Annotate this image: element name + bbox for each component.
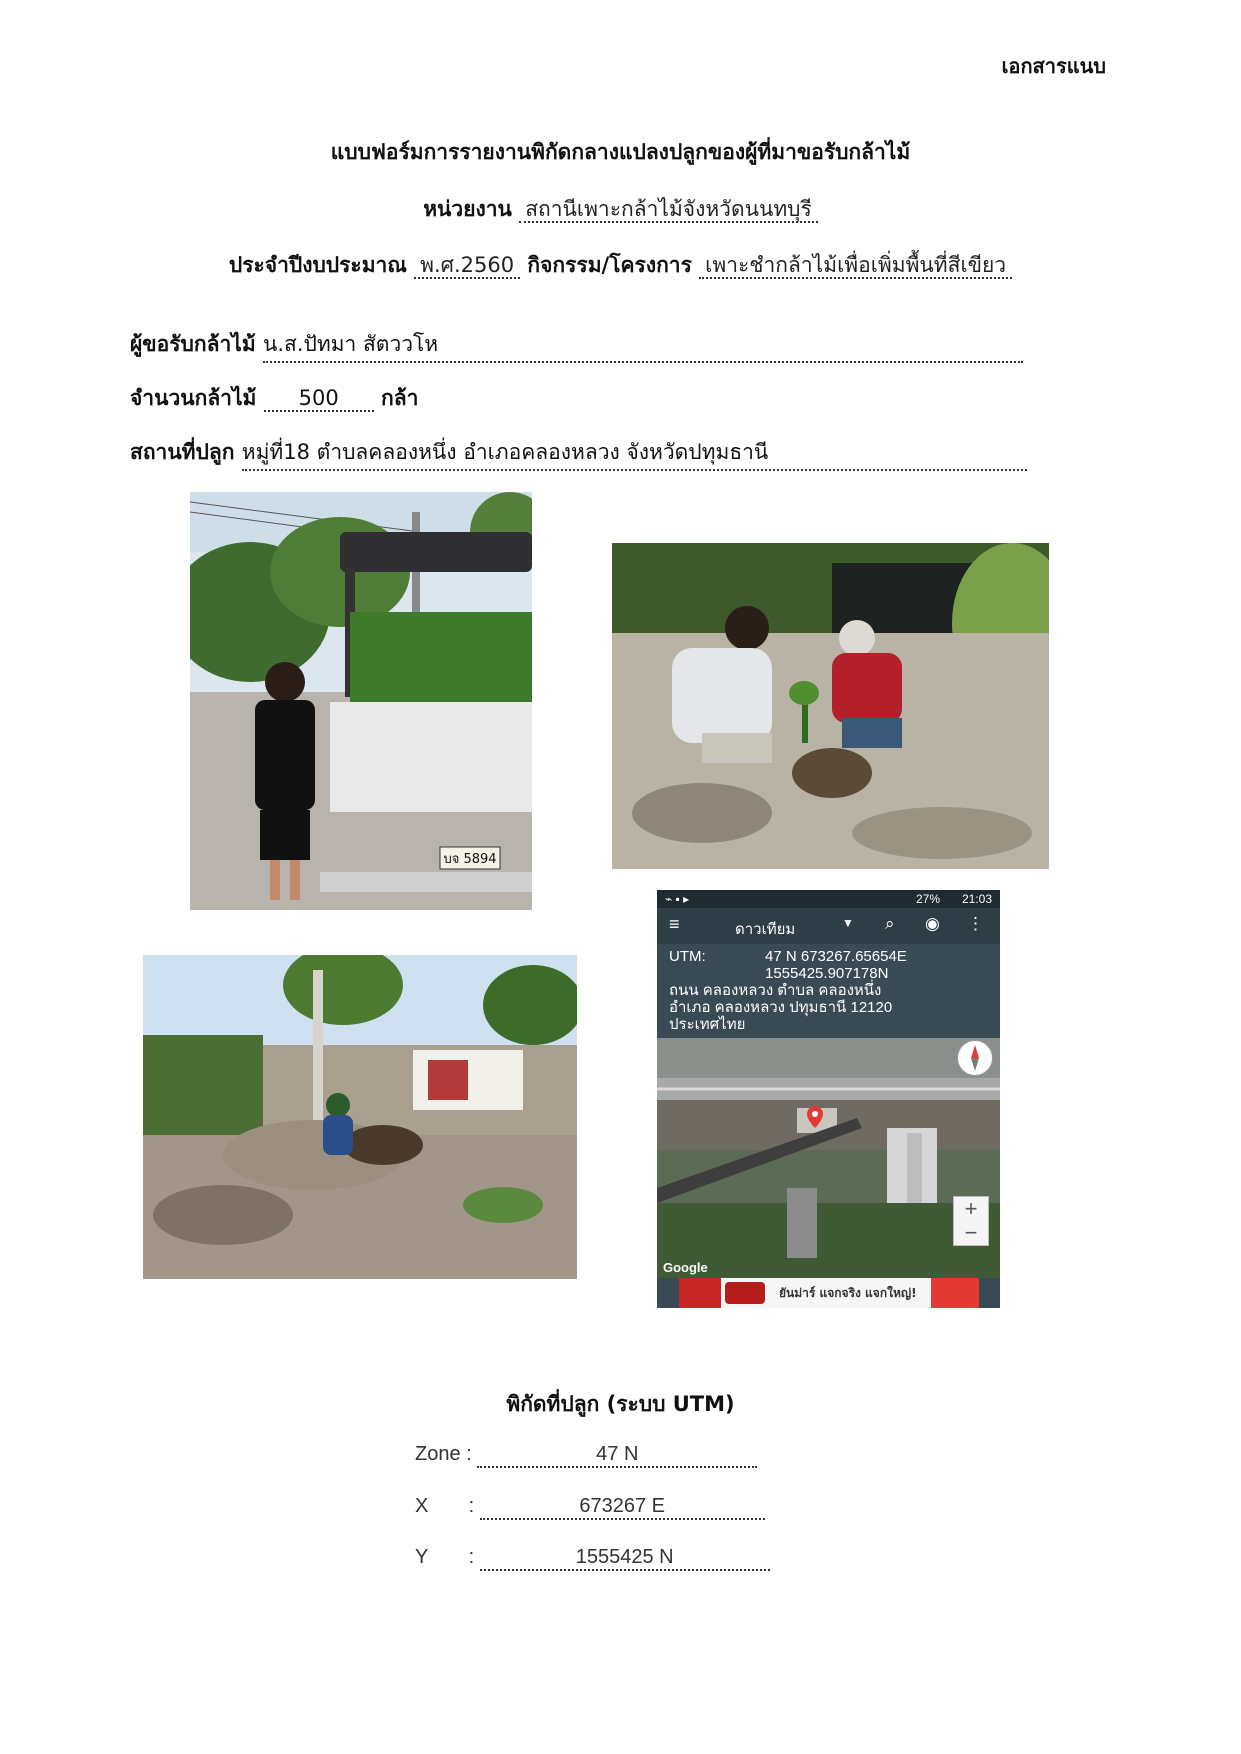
x-colon: : [468,1495,475,1517]
y-colon: : [468,1546,475,1568]
location-label: สถานที่ปลูก [130,440,235,464]
phone-status-bar [657,890,1000,908]
quantity-label: จำนวนกล้าไม้ [130,386,257,410]
phone-screenshot [657,890,1000,1308]
satellite-map[interactable] [657,1038,1000,1278]
utm-line1: 47 N 673267.65654E [765,948,907,965]
address-line1: ถนน คลองหลวง ตำบล คลองหนึ่ง [669,982,882,999]
requester-row [130,328,1060,363]
menu-icon[interactable]: ≡ [669,914,680,934]
zone-row [415,1443,757,1468]
x-label: X [415,1495,429,1517]
address-line2: อำเภอ คลองหลวง ปทุมธานี 12120 [669,999,893,1016]
zoom-controls [953,1196,989,1246]
attachment-label: เอกสารแนบ [1001,54,1106,78]
requester-label: ผู้ขอรับกล้าไม้ [130,332,256,356]
zone-value: 47 N [477,1443,757,1468]
x-value: 673267 E [480,1495,765,1520]
status-icons: ⌁ ▪ ▸ [665,892,690,906]
map-type-selector[interactable]: ดาวเทียม [735,921,796,938]
ad-graphic [931,1278,979,1308]
requester-field [263,328,1023,363]
zoom-out-button[interactable]: − [964,1220,978,1245]
compass-icon[interactable] [957,1040,993,1076]
location-value: หมู่ที่18 ตำบลคลองหนึ่ง อำเภอคลองหลวง จังหวัดปทุมธานี [241,440,769,464]
y-label: Y [415,1546,429,1568]
photo-truck-seedlings [190,492,532,910]
tractor-icon [725,1282,765,1304]
quantity-unit: กล้า [381,386,419,410]
truck-plate: บจ 5894 [443,852,497,867]
budget-line [0,249,1241,282]
x-row [415,1495,765,1520]
quantity-row [130,382,418,415]
zone-label: Zone : [415,1443,472,1465]
photo-planting [612,543,1049,869]
agency-line [0,193,1241,226]
zoom-in-button[interactable]: + [964,1196,978,1221]
location-field [242,436,1027,471]
utm-label: UTM: [669,948,706,965]
utm-line2: 1555425.907178N [765,965,889,982]
agency-label: หน่วยงาน [423,197,512,221]
y-value: 1555425 N [480,1546,770,1571]
utm-info [669,948,994,1033]
quantity-field [264,386,374,412]
agency-value: สถานีเพาะกล้าไม้จังหวัดนนทบุรี [519,197,818,223]
project-label: กิจกรรม/โครงการ [527,253,692,277]
ad-banner[interactable] [679,1278,979,1308]
phone-toolbar [657,908,1000,944]
budget-label: ประจำปีงบประมาณ [228,253,407,277]
coordinates-heading: พิกัดที่ปลูก (ระบบ UTM) [506,1392,735,1416]
status-battery: 27% [915,892,940,906]
y-row [415,1546,770,1571]
ad-text: ยันม่าร์ แจกจริง แจกใหญ่! [779,1286,917,1300]
budget-value: พ.ศ.2560 [414,253,520,279]
form-title: แบบฟอร์มการรายงานพิกัดกลางแปลงปลูกของผู้ที่มาขอรับกล้าไม้ [330,140,911,164]
photo-planting-site [143,955,577,1279]
project-value: เพาะชำกล้าไม้เพื่อเพิ่มพื้นที่สีเขียว [699,253,1012,279]
ad-logo [679,1278,721,1308]
more-icon[interactable]: ⋮ [967,914,984,933]
address-line3: ประเทศไทย [669,1016,746,1033]
quantity-value: 500 [298,386,339,410]
locate-icon[interactable]: ◉ [925,914,940,933]
requester-value: น.ส.ปัทมา สัตววโห [262,332,439,356]
status-time: 21:03 [961,892,992,906]
location-row [130,436,1060,471]
dropdown-icon[interactable]: ▼ [842,916,854,930]
map-brand: Google [663,1260,708,1275]
search-icon[interactable]: ⌕ [885,914,895,933]
location-pin-icon [807,1106,823,1128]
